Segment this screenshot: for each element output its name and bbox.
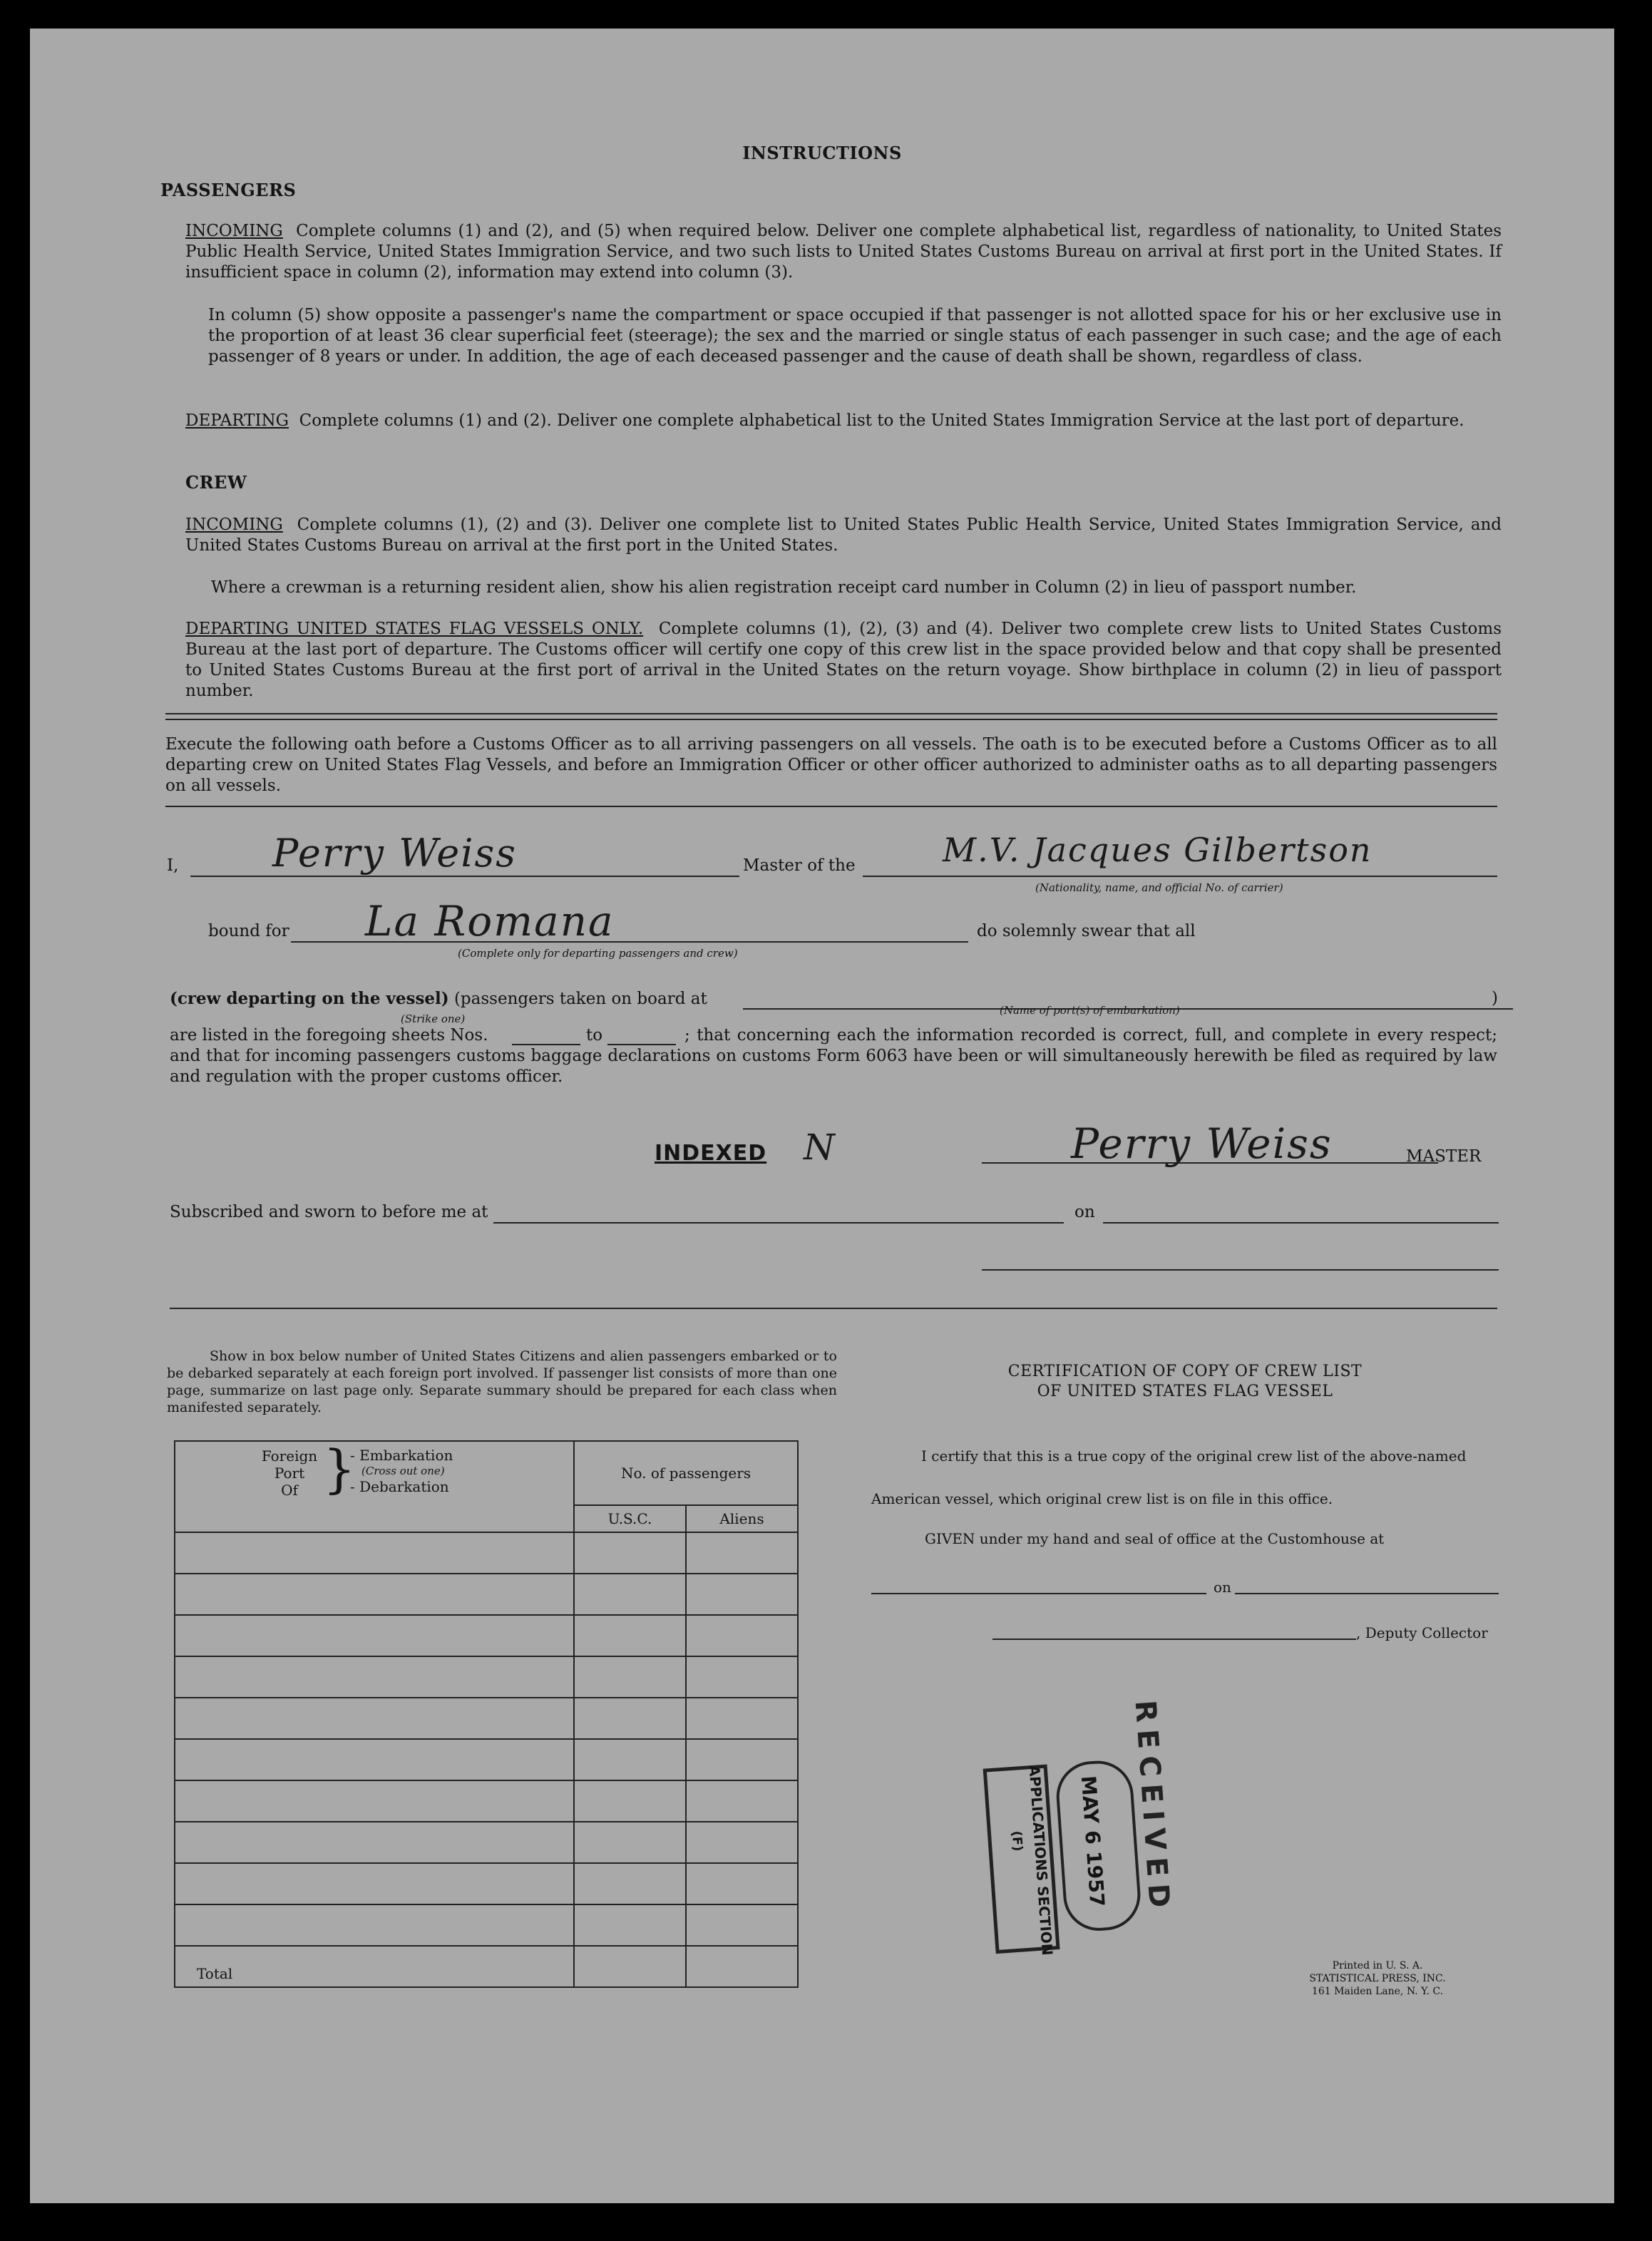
passengers-incoming-text: Complete columns (1) and (2), and (5) when required below. Deliver one complete alphabetical list, regardless of nationality, to United States Public Health Service, United States Immigration Service, and two such lists to United States Customs Bureau on arrival at first port in the United States. If insufficient space in column (2), information may extend into column (3).	[185, 222, 1502, 282]
port-word: Port	[274, 1465, 305, 1482]
usc-header: U.S.C.	[574, 1505, 686, 1532]
certification-title	[871, 1362, 1499, 1402]
to-label: to	[586, 1026, 603, 1045]
usc-cell[interactable]	[574, 1739, 686, 1780]
crew-departing-text: Complete columns (1), (2), (3) and (4). Deliver two complete crew lists to United States Customs Bureau at the last port of departure. The Customs officer will certify one copy of this crew list in the space provided below and that copy shall be presented to United States Customs Bureau at the first port of arrival in the United States on the return voyage. Show birthplace in column (2) in lieu of passport number.	[185, 620, 1502, 700]
certification-on-label: on	[1214, 1579, 1231, 1596]
aliens-cell[interactable]	[686, 1532, 798, 1574]
aliens-cell[interactable]	[686, 1780, 798, 1822]
indexed-stamp: INDEXED	[655, 1141, 767, 1166]
summary-table-wrapper	[174, 1440, 799, 1988]
officer-line	[982, 1269, 1499, 1271]
table-row	[175, 1698, 798, 1739]
stamp-received-text: RECEIVED	[1128, 1699, 1176, 1916]
embarkation-label: - Embarkation	[350, 1447, 453, 1464]
aliens-cell[interactable]	[686, 1615, 798, 1656]
certification-given: GIVEN under my hand and seal of office at the Customhouse at	[925, 1530, 1385, 1547]
subscribed-place-line	[493, 1222, 1064, 1224]
certification-title-line1: CERTIFICATION OF COPY OF CREW LIST	[1007, 1363, 1363, 1380]
port-cell[interactable]	[175, 1822, 574, 1863]
aliens-cell[interactable]	[686, 1574, 798, 1615]
brace: }	[323, 1439, 356, 1499]
i-label: I,	[167, 856, 179, 875]
listed-prefix: are listed in the foregoing sheets Nos.	[170, 1026, 488, 1045]
received-stamp	[980, 1699, 1211, 1989]
oath-intro-paragraph	[165, 734, 1497, 796]
aliens-cell[interactable]	[686, 1863, 798, 1904]
certification-date-line	[1235, 1593, 1499, 1594]
swear-text: do solemnly swear that all	[977, 922, 1196, 940]
master-of-label: Master of the	[743, 856, 856, 875]
divider	[165, 713, 1497, 714]
summary-table	[174, 1440, 799, 1988]
strike-line	[170, 988, 707, 1010]
table-row	[175, 1615, 798, 1656]
usc-cell[interactable]	[574, 1863, 686, 1904]
table-row	[175, 1532, 798, 1574]
oath-intro: Execute the following oath before a Customs Officer as to all arriving passengers on all vessels. The oath is to be executed before a Customs Officer as to all departing crew on United States Flag Vessels, and before an Immigration Officer or other officer authorized to administer oaths as to all departing passengers on all vessels.	[165, 735, 1497, 795]
incoming-label: INCOMING	[185, 222, 283, 240]
master-name-line	[190, 876, 739, 877]
vessel-handwritten: M.V. Jacques Gilbertson	[943, 831, 1373, 869]
total-aliens-cell[interactable]	[686, 1946, 798, 1987]
printer-line2: STATISTICAL PRESS, INC.	[1309, 1973, 1446, 1984]
table-row	[175, 1780, 798, 1822]
aliens-header: Aliens	[686, 1505, 798, 1532]
subscribed-label: Subscribed and sworn to before me at	[170, 1203, 488, 1221]
bound-for-label: bound for	[208, 922, 289, 940]
passengers-departing-paragraph	[185, 411, 1502, 431]
usc-cell[interactable]	[574, 1615, 686, 1656]
port-cell[interactable]	[175, 1615, 574, 1656]
master-signature: Perry Weiss	[1071, 1119, 1333, 1168]
table-row	[175, 1822, 798, 1863]
printer-line1: Printed in U. S. A.	[1332, 1960, 1423, 1971]
table-row	[175, 1739, 798, 1780]
total-usc-cell[interactable]	[574, 1946, 686, 1987]
listed-paragraph	[170, 1025, 1497, 1087]
port-cell[interactable]	[175, 1780, 574, 1822]
of-word: Of	[281, 1482, 298, 1499]
usc-cell[interactable]	[574, 1574, 686, 1615]
subscribed-date-line	[1103, 1222, 1499, 1224]
column5-paragraph	[208, 305, 1502, 367]
certification-line2: American vessel, which original crew list is on file in this office.	[871, 1490, 1333, 1507]
passengers-taken-option: (passengers taken on board at	[453, 990, 707, 1008]
customhouse-line	[871, 1593, 1206, 1594]
table-row	[175, 1574, 798, 1615]
table-row	[175, 1904, 798, 1946]
printer-line3: 161 Maiden Lane, N. Y. C.	[1311, 1986, 1444, 1997]
foreign-port-header	[175, 1441, 574, 1532]
stamp-code: (F)	[1008, 1830, 1025, 1852]
total-row	[175, 1946, 798, 1987]
crew-heading: CREW	[185, 472, 247, 493]
port-cell[interactable]	[175, 1863, 574, 1904]
master-label: MASTER	[1406, 1147, 1482, 1166]
column5-text: In column (5) show opposite a passenger's name the compartment or space occupied if that passenger is not allotted space for his or her exclusive use in the proportion of at least 36 clear superficial feet (steerage); the sex and the married or single status of each passenger in such case; and the age of each passenger of 8 years or under. In addition, the age of each deceased passenger and the cause of death shall be shown, regardless of class.	[208, 306, 1502, 366]
stamp-date: MAY 6 1957	[1076, 1775, 1109, 1908]
summary-instructions: Show in box below number of United States Citizens and alien passengers embarked or to be debarked separately at each foreign port involved. If passenger list consists of more than one page, summarize on last page only. Separate summary should be prepared for each class when manifested separately.	[167, 1348, 837, 1415]
vessel-line	[863, 876, 1497, 877]
divider	[170, 1308, 1497, 1309]
total-label: Total	[175, 1946, 574, 1987]
port-cell[interactable]	[175, 1574, 574, 1615]
ports-caption: (Name of port(s) of embarkation)	[1000, 1004, 1180, 1017]
usc-cell[interactable]	[574, 1698, 686, 1739]
cross-out-note: (Cross out one)	[361, 1465, 445, 1477]
no-passengers-header: No. of passengers	[574, 1441, 798, 1505]
debarkation-label: - Debarkation	[350, 1478, 449, 1495]
usc-cell[interactable]	[574, 1780, 686, 1822]
foreign-word: Foreign	[261, 1447, 318, 1465]
close-paren: )	[1492, 989, 1498, 1007]
crew-resident-paragraph	[211, 578, 1502, 598]
departing-flag-label: DEPARTING UNITED STATES FLAG VESSELS ONLY.	[185, 620, 644, 638]
usc-cell[interactable]	[574, 1532, 686, 1574]
instructions-title: INSTRUCTIONS	[742, 143, 902, 163]
crew-incoming-text: Complete columns (1), (2) and (3). Deliver one complete list to United States Public Health Service, United States Immigration Service, and United States Customs Bureau on arrival at the first port in the United States.	[185, 516, 1502, 555]
master-name-handwritten: Perry Weiss	[272, 831, 517, 876]
bound-caption: (Complete only for departing passengers and crew)	[458, 947, 738, 960]
table-row	[175, 1863, 798, 1904]
divider	[165, 806, 1497, 807]
port-cell[interactable]	[175, 1532, 574, 1574]
deputy-collector-label: , Deputy Collector	[1356, 1624, 1488, 1641]
on-label: on	[1074, 1203, 1095, 1221]
usc-cell[interactable]	[574, 1904, 686, 1946]
aliens-cell[interactable]	[686, 1822, 798, 1863]
crew-resident-text: Where a crewman is a returning resident alien, show his alien registration receipt card number in Column (2) in lieu of passport number.	[211, 578, 1357, 597]
stamp-section: APPLICATIONS SECTION	[1025, 1764, 1057, 1957]
port-cell[interactable]	[175, 1698, 574, 1739]
aliens-cell[interactable]	[686, 1656, 798, 1698]
vessel-caption: (Nationality, name, and official No. of carrier)	[1035, 881, 1283, 894]
crew-incoming-label: INCOMING	[185, 516, 283, 534]
usc-cell[interactable]	[574, 1656, 686, 1698]
aliens-cell[interactable]	[686, 1698, 798, 1739]
crew-departing-paragraph	[185, 619, 1502, 702]
printer-imprint	[1285, 1959, 1470, 1998]
passengers-departing-text: Complete columns (1) and (2). Deliver one complete alphabetical list to the United States Immigration Service at the last port of departure.	[299, 411, 1464, 430]
divider	[165, 719, 1497, 720]
port-cell[interactable]	[175, 1904, 574, 1946]
crew-departing-option: (crew departing on the vessel)	[170, 989, 449, 1008]
listed-rest: ; that concerning each the information recorded is correct, full, and complete in every respect; and that for incoming passengers customs baggage declarations on customs Form 6063 have been or will simultaneously herewith be filed as required by law and regulation with the proper customs officer.	[170, 1026, 1497, 1086]
document-page	[30, 29, 1614, 2203]
certification-line1: I certify that this is a true copy of the original crew list of the above-named	[921, 1447, 1467, 1465]
usc-cell[interactable]	[574, 1822, 686, 1863]
table-row	[175, 1656, 798, 1698]
passengers-heading: PASSENGERS	[160, 180, 297, 200]
strike-one-caption: (Strike one)	[401, 1012, 466, 1025]
departing-label: DEPARTING	[185, 411, 289, 430]
crew-incoming-paragraph	[185, 515, 1502, 556]
aliens-cell[interactable]	[686, 1739, 798, 1780]
passengers-incoming-paragraph	[185, 221, 1502, 283]
port-cell[interactable]	[175, 1739, 574, 1780]
indexed-mark: N	[804, 1127, 836, 1168]
bound-for-handwritten: La Romana	[365, 897, 615, 945]
certification-title-line2: OF UNITED STATES FLAG VESSEL	[1037, 1383, 1333, 1400]
port-cell[interactable]	[175, 1656, 574, 1698]
deputy-line	[992, 1639, 1356, 1640]
aliens-cell[interactable]	[686, 1904, 798, 1946]
